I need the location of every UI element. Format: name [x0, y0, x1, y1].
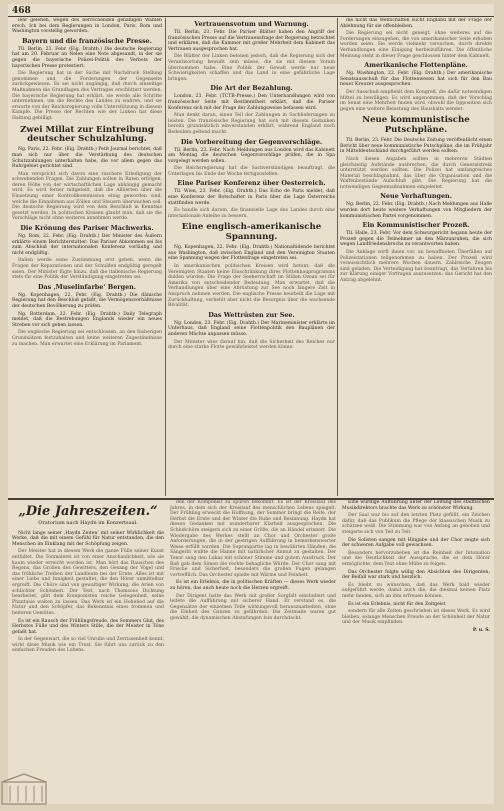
- feuilleton-column-2: [170, 500, 336, 800]
- feuilleton-section: [12, 500, 490, 800]
- headline-putschplaene: Neue kommunistische Putschpläne.: [362, 115, 470, 135]
- article-bezahlung: London, 23. Febr. (TCTB-Presse.) Den Unterhandlungen wird von französischer Seite mit Bestimmtheit erklärt, daß die Pariser Konferenz sich mit der Frage der Zahlungsweise befassen wird.: [168, 94, 335, 111]
- article-gegenvorschlaege: Tll. Berlin, 23. Febr. Nach Meldungen aus London wird das Kabinett am Montag die deutschen Gegenvorschläge prüfen, die in Spa vorgelegt werden sollen.: [168, 147, 335, 164]
- column-rule-2: [337, 18, 338, 496]
- feuilleton-paragraph-7: Das Orchester folgte willig den Absichten des Dirigenten; der Beifall war stark und herzlich.: [342, 569, 490, 581]
- feuilleton-paragraph-4-cont: sondern für alle Zeiten geschrieben ist dieses Werk. Es wird bleiben, solange Menschen Freude an der Schönheit der Natur und der Musik empfinden.: [342, 609, 490, 626]
- feuilleton-paragraph-2-cont: In der Gegenwart, die so viel Unruhe und Zerrissenheit kennt, wirkt diese Musik wie ein Trost. Sie führt uns zurück zu den einfachen Freuden des Lebens.: [12, 637, 164, 654]
- headline-bezahlung: Die Art der Bezahlung.: [210, 84, 293, 93]
- feuilleton-paragraph-5: Eine würdige Aufführung unter der Leitung des städtischen Musikdirektors brachte das Werk zu schönster Wirkung.: [342, 500, 490, 511]
- headline-spannung: Eine englisch-amerikanische Spannung.: [181, 222, 322, 242]
- feuilleton-paragraph-2: Es ist ein Rausch der Frühlingsfreude, des Sommers Glut, des Herbstes Fülle und des Winters Stille, die der Meister in Töne gefaßt hat.: [12, 618, 164, 635]
- article-vertrauensvotum: Tll. Berlin, 23. Febr. Die Pariser Blätter haben den Angriff der französischen Presse auf die Vertrauensfrage der Regierung betrachtet und erklären, daß die Kammer mit großer Mehrheit dem Kabinett das Vertrauen ausgesprochen hat.: [168, 30, 335, 52]
- newspaper-page: [8, 4, 494, 804]
- column-rule-1: [165, 18, 166, 496]
- article-putschplaene: Tll. Berlin, 23. Febr. Die Deutsche Zeitung veröffentlicht einen Bericht über neue kommunistische Putschpläne, die im Frühjahr in Mitteldeutschland durchgeführt werden sollten.: [340, 138, 492, 155]
- article-bayern: Tll. Berlin, 23. Febr. (Eig. Drahtb.) Die deutsche Regierung hat am 20. Februar an Nelen eine Note abgesandt, in der sie gegen die bayerische Polizei-Politik des Verbots der bayerischen Presse protestiert.: [12, 46, 162, 69]
- article-bayern-cont: Die Regierung hat in der Sache mit Nachdruck Stellung genommen und die Forderungen der Gegenseite zurückgewiesen. Es sei nicht angängig, daß durch einseitige Maßnahmen die Grundlagen des Vertrages erschüttert werden. Die bayerische Regierung hat erklärt, sie werde alle Schritte unternehmen, um die Rechte des Landes zu wahren, und sie erwarte von der Reichsregierung volle Unterstützung in diesem Kampfe. Die Presse der Rechten wie der Linken hat diese Haltung gebilligt.: [12, 71, 162, 121]
- article-pariser-machwerk-cont: Italien werde seine Zustimmung erst geben, wenn die Fragen der Reparationen und der Schulden endgültig geregelt seien. Der Minister fügte hinzu, daß die italienische Regierung stets für eine Politik der Verständigung eingetreten sei.: [12, 258, 162, 281]
- article-pariser-machwerk: Ng. Rom, 22. Febr. (Eig. Drahtb.) Der Minister des Äußern erklärte einem Berichterstatter: Das Pariser Abkommen sei bis zum Abschluß der internationalen Konferenz vorläufig und nicht endgültig.: [12, 234, 162, 256]
- article-gegenvorschlaege-cont: Die Reichsregierung hat die Sachverständigen beauftragt, die Unterlagen bis Ende der Woche fertigzustellen.: [168, 166, 335, 177]
- feuilleton-subtitle: Oratorium nach Haydn im Konzertsaal.: [38, 520, 138, 526]
- article-putschplaene-cont: Nach diesen Angaben sollten in mehreren Städten gleichzeitig Aufstände ausbrechen, die durch Generalstreik unterstützt werden sollten. Die Polizei hat umfangreiches Material beschlagnahmt, das über die Organisation und die Waffenbestände Aufschluß gibt. Die Regierung hat die notwendigen Gegenmaßnahmen eingeleitet.: [340, 156, 492, 190]
- feuilleton-column-1: [12, 500, 164, 800]
- article-flottenplaene-cont: Der Ausschuß empfiehlt dem Kongreß, die dafür notwendigen Mittel zu bewilligen. Es wird angenommen, daß der Vorschlag im Senat eine Mehrheit finden wird, obwohl die Opposition sich gegen eine weitere Belastung des Haushalts wendet.: [340, 89, 492, 112]
- headline-schulzahlung: Zwei Millat zur Eintreibung deutscher Schulzahlung.: [20, 124, 154, 144]
- article-england-frage-cont: Die Regierung sei nicht geneigt, ohne weiteres auf die Forderungen einzugehen, die von amerikanischer Seite erhoben worden seien. Sie werde vielmehr versuchen, durch direkte Verhandlungen eine Einigung herbeizuführen. Die öffentliche Meinung steht in dieser Frage geschlossen hinter dem Kabinett.: [340, 31, 492, 59]
- feuilleton-signature: P. u. S.: [472, 627, 490, 633]
- header-rule: [8, 16, 494, 17]
- feuilleton-title: „Die Jahreszeiten.“: [18, 504, 158, 519]
- library-stamp-image: [0, 772, 48, 806]
- article-verhaftungen: Ng. Berlin, 22. Febr. (Eig. Drahtb.) Nach Meldungen aus Halle wurden dort heute weitere Verhaftungen von Mitgliedern der kommunistischen Partei vorgenommen.: [340, 202, 492, 219]
- feuilleton-paragraph-6-cont: Besonders hervorzuheben ist die Reinheit der Intonation und die Deutlichkeit der Aussprache, die es dem Hörer ermöglichte, dem Text ohne Mühe zu folgen.: [342, 550, 490, 567]
- column-1: [12, 18, 162, 496]
- feuilleton-paragraph-4: Es ist ein Erlebnis, nicht für den Zeitgeist: [348, 601, 446, 607]
- article-vertrauensvotum-cont: Die Blätter der Linken betonen jedoch, daß die Regierung sich der Verantwortung bewußt sein müsse, die sie mit diesem Votum übernommen habe. Eine Politik der Gewalt werde nur neue Schwierigkeiten schaffen und das Land in eine gefährliche Lage bringen.: [168, 54, 335, 82]
- article-rotterdam: Ng. Rotterdam, 22. Febr. (Eig. Drahtb.) Daily Telegraph meldet, daß die Bestrebungen Englands wieder ein neues Streben vor sich gehen lassen.: [12, 311, 162, 328]
- feuilleton-paragraph-6: Die Solisten sangen mit Hingabe und der Chor zeigte sich der schweren Aufgabe voll gewachsen.: [342, 537, 490, 549]
- article-rotterdam-cont: Die englische Regierung sei entschlossen, an den bisherigen Grundsätzen festzuhalten und keine weiteren Zugeständnisse zu machen. Man erwartet eine Erklärung im Parlament.: [12, 330, 162, 347]
- article-schulzahlung: Ng. Paris, 22. Febr. (Eig. Drahtb.) Petit Journal berichtet, daß man sich nur über die Verstärkung des deutschen Schutzzahlungen unterhalten habe, die vor allem gegen das Ruhrgebiet gerichtet sind.: [12, 147, 162, 170]
- article-bezahlung-cont: Man denkt daran, einen Teil der Zahlungen in Sachlieferungen zu leisten. Die französische Regierung hat sich mit diesem Gedanken bereits grundsätzlich einverstanden erklärt, während England noch Bedenken geltend macht.: [168, 113, 335, 135]
- headline-wettruesten: Das Wettrüsten zur See.: [208, 310, 295, 319]
- article-spannung-cont: In amerikanischen politischen Kreisen wird betont, daß die Vereinigten Staaten keine Einschränkung ihres Flottenbauprogramms dulden würden. Die Frage der Seeherrschaft im Stillen Ozean sei für Amerika von entscheidender Bedeutung. Man erwartet, daß die Verhandlungen über eine Abrüstung zur See noch längere Zeit in Anspruch nehmen werden. Die englische Presse beurteilt die Lage mit Zurückhaltung, verhehlt aber nicht die Besorgnis über die wachsende Rivalität.: [168, 264, 335, 309]
- article-flottenplaene: Ng. Washington, 22. Febr. (Eig. Drahtb.) Der amerikanische Senatsausschuß für das Flottenwesen hat sich für den Bau neuer Kreuzer ausgesprochen.: [340, 71, 492, 88]
- headline-verhaftungen: Neue Verhaftungen.: [380, 192, 452, 201]
- article-wettruesten-cont: Der Minister wies darauf hin, daß die Sicherheit des Reiches nur durch eine starke Flotte gewährleistet werden könne.: [168, 339, 335, 351]
- column-3: [340, 18, 492, 496]
- article-england-frage: die nicht das Weltschaffen sucht England mit der Frage der Ablehnung für sie offenbleiben.: [340, 18, 492, 29]
- page-number: 468: [12, 6, 31, 16]
- article-spannung: Ng. Kopenhagen, 22. Febr. (Eig. Drahtb.) Nationaltidende berichtet aus Washington, daß zwischen England und den Vereinigten Staaten eine Spannung wegen der Flottenfrage eingetreten sei.: [168, 245, 335, 262]
- headline-oesterreich: Eine Pariser Konferenz über Oesterreich.: [177, 179, 326, 188]
- headline-vertrauensvotum: Vertrauensvotum und Warnung.: [194, 20, 309, 28]
- feuilleton-paragraph-7-cont: Es bleibt zu wünschen, daß das Werk bald wieder aufgeführt werde, damit auch die, die diesmal keinen Platz mehr fanden, sich an ihm erfreuen können.: [342, 582, 490, 599]
- column-2: [168, 18, 335, 496]
- intro-paragraph: iehr gelehen, wegen des herrschenden gehäßigen Wahlen ersch. Ich bei dem Reglerungen in London, Paris, Rom und Washington vorstellig geworden.: [12, 18, 162, 35]
- feuilleton-column-3: [342, 500, 490, 800]
- feuilleton-column-2-text: den der Komponist zu spüren bekommt. Es ist der Kreislauf des Jahres, in dem sich der Kreislauf des menschlichen Lebens spiegelt. Der Frühling erweckt die Hoffnung, der Sommer bringt die Reife, der Herbst die Ernte und der Winter die Ruhe und Besinnung. Haydn hat diesen Gedanken mit wunderbarer Klarheit ausgesprochen. Die Schlußchöre steigern sich zu einer Größe, die an Händel erinnert. Die Wiedergabe des Werkes stellt an Chor und Orchester große Anforderungen, die in der gestrigen Aufführung in bemerkenswerter Weise erfüllt wurden. Die Sopranpartie lag in bewährten Händen; die Sängerin wußte die Hanne mit natürlicher Anmut zu gestalten. Der Tenor sang den Lukas mit schöner Stimme und gutem Ausdruck. Der Baß gab dem Simon die rechte behagliche Würde. Der Chor sang mit Frische und Sicherheit, besonders die großen Fugen gelangen vortrefflich. Das Orchester spielte mit Wärme und Feinheit.: [170, 500, 336, 578]
- headline-bergen: Das ‚Muselinfarbe‘ Bergen.: [37, 282, 137, 291]
- article-wettruesten: Ng. London, 23. Febr. (Eig. Drahtb.) Der Marineminister erklärte im Unterhaus, daß England seine Flottenpolitik den Bauplänen der anderen Mächte anpassen müsse.: [168, 320, 335, 337]
- headline-prozess: Ein Kommunistischer Prozeß.: [362, 221, 470, 230]
- feuilleton-paragraph-3: Es ist ein Erlebnis, die in politischen Kräften — dieses Werk wieder zu hören, das auch heute noch die Herzen ergreift.: [170, 580, 336, 591]
- article-prozess: Tll. Halle, 23. Febr. Vor dem Schwurgericht begann heute der Prozeß gegen die Teilnehmer an den Märzunruhen, die sich wegen Landfriedensbruchs zu verantworten haben.: [340, 231, 492, 248]
- headline-flottenplaene: Amerikanische Flottenpläne.: [364, 61, 468, 70]
- feuilleton-paragraph-1-cont: Der Meister hat in diesem Werk die ganze Fülle seiner Kunst entfaltet. Die Tonmalerei ist von einer Anschaulichkeit, wie sie kaum wieder erreicht worden ist. Man hört das Rauschen des Regens, das Grollen des Gewitters, den Gesang der Vögel und das fröhliche Treiben der Landleute bei der Ernte. Alles ist mit einer Liebe und Innigkeit gestaltet, die den Hörer unmittelbar ergreift. Die Chöre sind von gewaltiger Wirkung, die Arien von schlichter Schönheit. Der Text, nach Thomsons Dichtung bearbeitet, gibt dem Komponisten reiche Gelegenheit, seine Phantasie walten zu lassen. Das Werk ist ein Hohelied auf die Natur und den Schöpfer, das Bekenntnis eines frommen und heiteren Gemütes.: [12, 549, 164, 616]
- article-schulzahlung-cont: Man verspricht sich davon eine raschere Erledigung der schwebenden Fragen. Die Zahlungen sollen in Raten erfolgen, deren Höhe von der wirtschaftlichen Lage abhängig gemacht wird. Es wird ferner mitgeteilt, daß die Alliierten über die Einsetzung einer Kontrollkommission einig geworden sind, welche die Einnahmen aus Zöllen und Steuern überwachen soll. Die deutsche Regierung wird von dem Beschluß in Kenntnis gesetzt werden. In politischen Kreisen glaubt man, daß sie die Vorschläge nicht ohne weiteres annehmen werde.: [12, 171, 162, 222]
- article-oesterreich-cont: Es handle sich darum, die finanzielle Lage des Landes durch eine internationale Anleihe zu bessern.: [168, 208, 335, 219]
- headline-pariser-machwerk: Die Krönung des Pariser Machwerks.: [20, 224, 154, 233]
- article-prozess-cont: Die Anklage wirft ihnen vor, an bewaffneten Überfällen auf Polizeistationen teilgenommen zu haben. Der Prozeß wird voraussichtlich mehrere Wochen dauern. Zahlreiche Zeugen sind geladen. Die Verteidigung hat beantragt, das Verfahren bis zur Klärung einiger Vorfragen auszusetzen; das Gericht hat den Antrag abgelehnt.: [340, 250, 492, 283]
- feuilleton-paragraph-3-cont: Der Dirigent hatte das Werk mit großer Sorgfalt einstudiert und leitete die Aufführung mit sicherer Hand. Er verstand es, die Gegensätze der einzelnen Teile wirkungsvoll herauszuarbeiten, ohne die Einheit des Ganzen zu gefährden. Die Zeitmaße waren gut gewählt, die dynamischen Abstufungen fein durchdacht.: [170, 593, 336, 621]
- headline-gegenvorschlaege: Die Vorbereitung der Gegenvorschläge.: [180, 137, 323, 146]
- feuilleton-paragraph-1: Nicht lange seiner ‚Haydn Zeiten‘ mit seiner Wirklichkeit die Werke, daß die mit einem Gefühl für Natur entstanden, die den Menschen im Einklang mit der Schöpfung zeigen.: [12, 530, 164, 547]
- article-bergen: Ng. Kopenhagen, 22. Febr. (Eig. Drahtb.) Die dänische Regierung hat den Beschluß gefaßt, die Vermögensverhältnisse der deutschen Bevölkerung zu prüfen.: [12, 292, 162, 309]
- headline-bayern: Bayern und die französische Presse.: [22, 36, 152, 45]
- feuilleton-paragraph-5-cont: Der Saal war bis auf den letzten Platz gefüllt, ein Zeichen dafür, daß das Publikum die Pflege der klassischen Musik zu schätzen weiß. Die Stimmung war von Anfang an gehoben und steigerte sich von Teil zu Teil.: [342, 513, 490, 535]
- article-oesterreich: Tll. Wien, 23. Febr. (Eig. Drahtb.) Das Echo de Paris meldet, daß eine Konferenz der Botschafter in Paris über die Lage Österreichs stattfinden werde.: [168, 189, 335, 206]
